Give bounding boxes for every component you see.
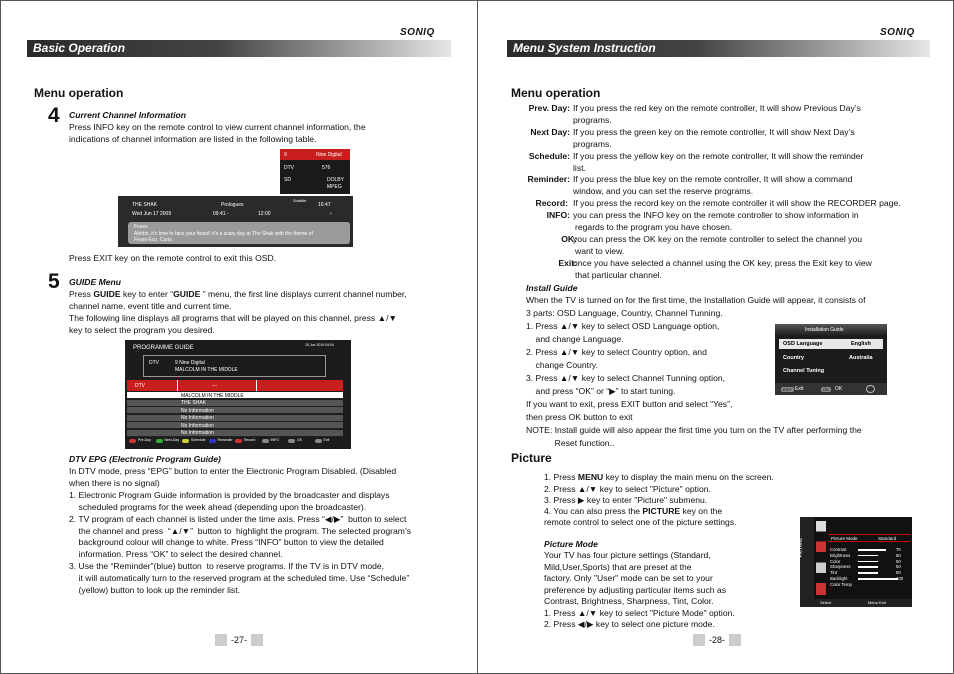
brand-logo: SONIQ [400,27,435,38]
slider-bar [858,572,878,574]
step-title: Current Channel Information [69,110,186,120]
slider-bar [858,578,898,580]
definition-text: regards to the program you have chosen. [575,222,733,232]
osd-text: 09:41 - [213,211,229,217]
paragraph-line: Reset function.. [526,438,615,448]
text: 4. You can also press the [544,506,643,516]
key-color-icon [156,439,163,443]
key-name: GUIDE [93,289,121,299]
paragraph [69,288,407,301]
definition-term: Next Day: [530,126,570,137]
paragraph-line: Your TV has four picture settings (Standard, [544,550,711,560]
definition-text: If you press the green key on the remote controller, It will show Next Day’s [573,126,855,137]
paragraph-line: and press “OK” or “▶” to start tuning. [526,386,676,396]
guide-key-label: Pre-Day [138,438,151,442]
pic-setting-value: 70 [896,547,901,552]
slider-bar [858,566,878,568]
pic-setting-value: 50 [896,552,901,558]
osd-text: --- [212,383,217,389]
text: 1. Press [544,472,578,482]
page-number: -28- [693,634,741,646]
osd-text: Wed Jun 17 2009 [132,211,172,217]
osd-text: 16:47 [318,202,331,208]
guide-key-label: Reminder [217,438,233,442]
osd-title: Installation Guide [805,327,844,333]
osd-text: MPEG [327,184,342,190]
paragraph-line: when there is no signal) [69,477,160,488]
step-title: GUIDE Menu [69,277,122,287]
paragraph-line: scheduled programs for the week ahead (depending upon the broadcaster). [69,501,367,512]
programme-guide-osd [125,340,351,449]
osd-text: 12:00 [258,211,271,217]
definition-text: If you press the blue key on the remote controller, It will show a command [573,174,853,185]
paragraph-line: the channel and press “▲/▼” button to highlight the program. The selected program’s [69,525,412,536]
paragraph: Press INFO key on the remote control to view current channel information, the [69,122,366,132]
pic-setting-value: 100 [896,576,904,581]
paragraph: indications of channel information are listed in the following table. [69,134,317,144]
osd-text: 15 Jun 2019 04:04 [305,343,334,347]
text: Press [69,289,94,299]
pic-setting-value: 50 [896,564,901,570]
paragraph: The following line displays all programs that will be played on this channel, press ▲/▼ [69,313,397,323]
definition-term: OK: [561,233,577,244]
osd-text: PICTURE [797,537,803,558]
key-name: GUIDE [173,289,201,299]
slider-bar [858,561,878,563]
paragraph-line: 3. Press ▲/▼ key to select Channel Tunning option, [526,373,726,383]
paragraph-line: Mild,User,Sports) that are preset at the [544,561,692,572]
pic-setting-name: Tint [830,570,838,576]
brand-logo: SONIQ [880,27,915,38]
osd-text: Fears-Eco. Curio. [134,237,174,243]
definition-term: Record: [535,198,568,209]
osd-text: Foxes [134,224,148,230]
osd-text: OSD Language [783,341,823,347]
definition-text: you can press the OK key on the remote controller to select the channel you [573,233,863,244]
paragraph-line: 2. Press ▲/▼ key to select Country option, and [526,347,707,357]
paragraph [544,471,774,484]
step-number: 4 [48,104,60,127]
header-title: Basic Operation [33,41,126,55]
info-osd-bar [118,196,353,247]
subsection-title: Picture Mode [544,539,598,549]
section-header [507,40,930,57]
paragraph-line: change Country. [526,360,598,370]
osd-text: Nine Digital [316,152,342,158]
key-color-icon [209,439,216,443]
guide-key-label: Record [244,438,256,442]
guide-row [127,415,343,422]
key-name: MENU [577,472,604,482]
paragraph-line: Contrast, Brightness, Sharpness, Tint, Color. [544,596,714,606]
key-color-icon [262,439,269,443]
header-title: Menu System Instruction [513,41,656,55]
guide-row [127,400,343,407]
pic-setting-value: 50 [896,558,901,564]
paragraph: channel name, event title and current time. [69,301,232,311]
paragraph: remote control to select one of the picture settings. [544,517,737,527]
pic-setting-name: Brightness [830,552,851,558]
osd-text: Subtitle [293,198,307,203]
definition-text: that particular channel. [575,269,662,280]
guide-key-label: Next-Day [164,438,180,442]
osd-text: MALCOLM IN THE MIDDLE [175,367,238,373]
dpad-icon [866,385,875,393]
key-color-icon [315,439,322,443]
paragraph-line: information. Press “OK” to select the desired channel. [69,549,283,560]
osd-text: Exit [795,386,804,392]
osd-text: Australia [849,355,873,361]
definition-text: programs. [573,114,612,125]
definition-text: want to view. [575,245,625,256]
pic-setting-name: Sharpness [830,564,851,570]
ok-key-icon: OK [823,387,829,392]
definition-term: Exit: [558,257,577,268]
text: key on the [680,506,723,516]
definition-text: If you press the record key on the remote controller it will show the RECORDER page. [573,198,901,209]
osd-text: DTV [284,165,294,171]
paragraph: Press EXIT key on the remote control to exit this OSD. [69,253,277,263]
paragraph-line: factory. Only "User" mode can be set to your [544,573,713,583]
osd-text: OK [835,386,843,392]
pic-setting-name: Color [830,558,841,564]
osd-text: Standard [878,536,897,541]
osd-text: SD [284,177,291,183]
osd-text: DTV [149,360,159,366]
definition-term: INFO: [546,210,570,221]
osd-text: Prologues [221,202,244,208]
paragraph-line: 2. TV program of each channel is listed under the time axis. Press “◀/▶” button to select [69,513,407,524]
osd-text: Select [820,600,832,605]
guide-row [127,392,343,399]
guide-row [127,430,343,437]
guide-row-title: No Information [181,407,214,414]
key-color-icon [129,439,136,443]
key-color-icon [288,439,295,443]
osd-text: Picture Mode [831,536,858,541]
guide-row [127,407,343,414]
paragraph-line: preference by adjusting particular items such as [544,584,726,595]
step-number: 5 [48,270,60,293]
paragraph-line: If you want to exit, press EXIT button and select “Yes”, [526,399,733,409]
subsection-title: DTV EPG (Electronic Program Guide) [69,454,221,464]
osd-text: 9 [284,152,287,158]
osd-text: 576 [322,165,331,171]
definition-text: you can press the INFO key on the remote controller to show information in [573,210,859,221]
osd-text: Ahhhh, it's time to face your fears!! it's a scary day at The Shak with the theme of [134,231,313,237]
definition-text: list. [573,162,586,173]
paragraph-line: background colour will change to white. Press “INFO” button to view the detailed [69,537,384,548]
slider-bar [858,555,878,557]
picture-menu-osd [797,517,912,607]
osd-text: Country [783,355,805,361]
paragraph-line: and change Language. [526,334,624,344]
key-name: PICTURE [642,506,681,516]
text: key to display the main menu on the screen. [603,472,774,482]
pic-setting-name: Contrast [830,547,847,552]
section-title: Menu operation [34,86,124,100]
osd-text: THE SHAK [132,202,158,208]
paragraph-line: When the TV is turned on for the first time, the Installation Guide will appear, it consists of [526,295,866,305]
osd-text: DTV [135,383,145,389]
definition-text: once you have selected a channel using the OK key, press the Exit key to view [573,257,872,268]
paragraph-line: 1. Press ▲/▼ key to select OSD Language option, [526,321,720,331]
paragraph-line: 1. Press ▲/▼ key to select "Picture Mode" option. [544,607,735,618]
subsection-title: Install Guide [526,283,578,293]
pic-setting-value: 50 [896,570,901,576]
definition-term: Reminder: [527,174,570,185]
osd-text: Menu Exit [868,600,886,605]
menu-icon-strip [816,521,826,595]
paragraph-line: then press OK button to exit [526,412,633,422]
text: ” menu, the first line displays current channel number, [200,289,407,299]
osd-text: 9 Nine Digital [175,360,205,366]
osd-text: Channel Tuning [783,368,825,374]
guide-row-title: No Information [181,415,214,421]
info-osd-channel-box [280,149,350,194]
paragraph-line: 2. Press ◀/▶ key to select one picture mode. [544,619,715,629]
paragraph: 3. Press ▶ key to enter "Picture" submenu. [544,495,708,505]
pic-setting-name: Color Temp [830,581,852,587]
definition-term: Prev. Day: [528,103,570,113]
guide-row-title: MALCOLM IN THE MIDDLE [181,392,244,399]
paragraph: key to select the program you desired. [69,325,215,335]
definition-text: programs. [573,138,612,149]
installation-guide-osd [775,324,887,395]
definition-text: window, and you can set the reserve programs. [573,186,754,197]
paragraph-line: 1. Electronic Program Guide information is provided by the broadcaster and displays [69,489,390,500]
exit-key-icon: EXIT [783,387,792,392]
paragraph-line: (yellow) button to look up the reminder list. [69,585,240,595]
osd-title: PROGRAMME GUIDE [133,345,194,351]
paragraph: 2. Press ▲/▼ key to select "Picture" option. [544,484,711,494]
text: key to enter “ [120,289,174,299]
guide-row-title: THE SHAK [181,400,207,406]
paragraph-line: it will automatically turn to the reserved program at the scheduled time. Use “Schedule” [69,573,410,584]
guide-key-label: OK [297,438,303,442]
slider-bar [858,549,886,551]
paragraph-line: In DTV mode, press “EPG” button to enter the Electronic Program Disabled. (Disabled [69,466,397,476]
key-color-icon [182,439,189,443]
key-color-icon [235,439,242,443]
osd-text: English [851,341,871,347]
paragraph-line: NOTE: Install guide will also appear the first time you turn on the TV after performing the [526,425,862,435]
definition-term: Schedule: [528,150,570,161]
guide-row-title: No Information [181,422,214,429]
paragraph-line: 3 parts: OSD Language, Country, Channel Tunning. [526,308,723,318]
guide-row-title: No Information [181,430,214,436]
guide-key-label: Exit [323,438,330,442]
definition-text: If you press the yellow key on the remote controller, It will show the reminder [573,150,864,161]
section-title: Menu operation [511,86,601,100]
section-header [27,40,451,57]
page-number: -27- [215,634,263,646]
definition-text: If you press the red key on the remote controller, It will show Previous Day’s [573,103,861,113]
guide-row [127,422,343,429]
paragraph-line: 3. Use the “Reminder”(blue) button to reserve programs. If the TV is in DTV mode, [69,561,385,572]
osd-text: › [330,211,332,217]
guide-key-label: INFO [270,438,279,442]
guide-key-label: Schedule [191,438,206,442]
osd-text: DOLBY [327,177,344,183]
pic-setting-name: Backlight [830,576,848,581]
subsection-title: Picture [511,451,552,465]
